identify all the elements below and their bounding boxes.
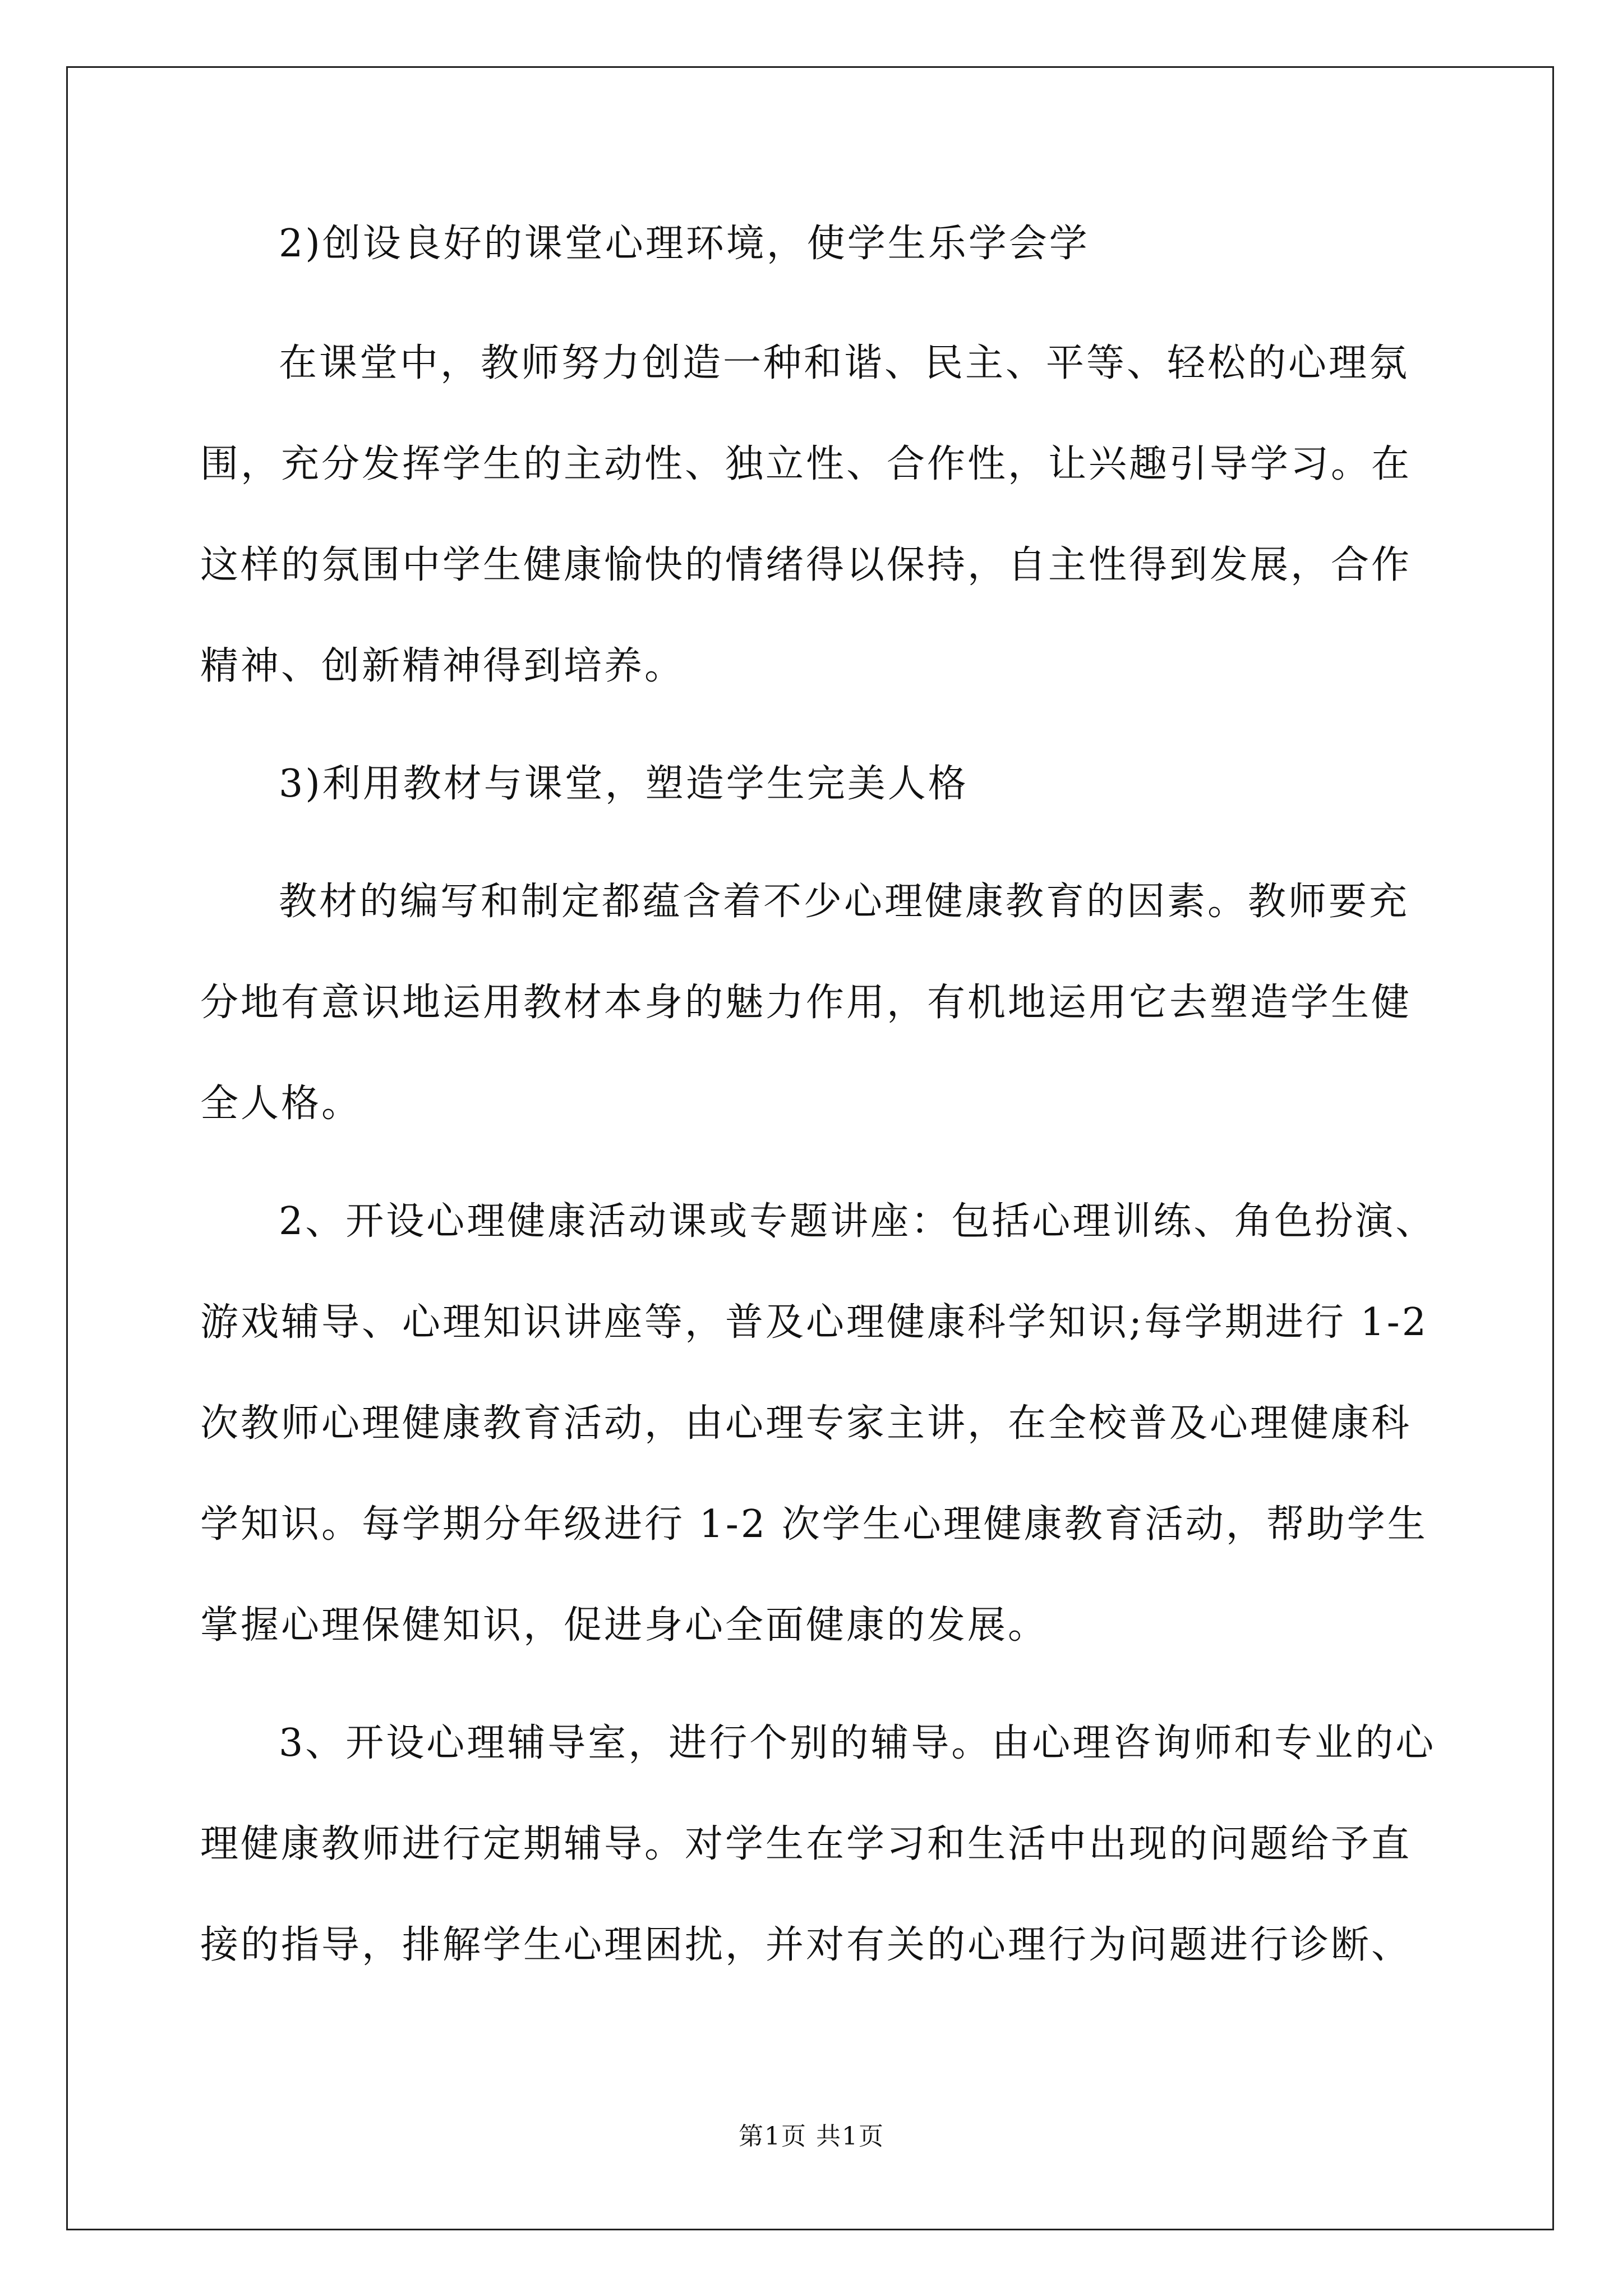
text-line: 教材的编写和制定都蕴含着不少心理健康教育的因素。教师要充 [279,880,1410,924]
page-border [66,66,1554,2230]
text-line: 学知识。每学期分年级进行 1-2 次学生心理健康教育活动，帮助学生 [200,1502,1428,1547]
text-line: 2)创设良好的课堂心理环境，使学生乐学会学 [279,222,1090,266]
text-line: 掌握心理保健知识，促进身心全面健康的发展。 [200,1603,1049,1648]
text-line: 次教师心理健康教育活动，由心理专家主讲，在全校普及心理健康科 [200,1401,1412,1446]
text-line: 3、开设心理辅导室，进行个别的辅导。由心理咨询师和专业的心 [279,1721,1436,1765]
text-line: 接的指导，排解学生心理困扰，并对有关的心理行为问题进行诊断、 [200,1923,1412,1967]
text-line: 全人格。 [200,1082,362,1126]
text-line: 围，充分发挥学生的主动性、独立性、合作性，让兴趣引导学习。在 [200,442,1412,486]
text-line: 这样的氛围中学生健康愉快的情绪得以保持，自主性得到发展，合作 [200,543,1412,587]
text-line: 精神、创新精神得到培养。 [200,644,685,688]
text-line: 理健康教师进行定期辅导。对学生在学习和生活中出现的问题给予直 [200,1822,1412,1866]
text-line: 游戏辅导、心理知识讲座等，普及心理健康科学知识;每学期进行 1-2 [200,1300,1429,1345]
text-line: 2、开设心理健康活动课或专题讲座：包括心理训练、角色扮演、 [279,1199,1436,1244]
text-line: 在课堂中，教师努力创造一种和谐、民主、平等、轻松的心理氛 [279,341,1410,385]
text-line: 3)利用教材与课堂，塑造学生完美人格 [279,762,969,806]
text-line: 分地有意识地运用教材本身的魅力作用，有机地运用它去塑造学生健 [200,981,1412,1025]
page-footer: 第1页 共1页 [739,2122,884,2151]
